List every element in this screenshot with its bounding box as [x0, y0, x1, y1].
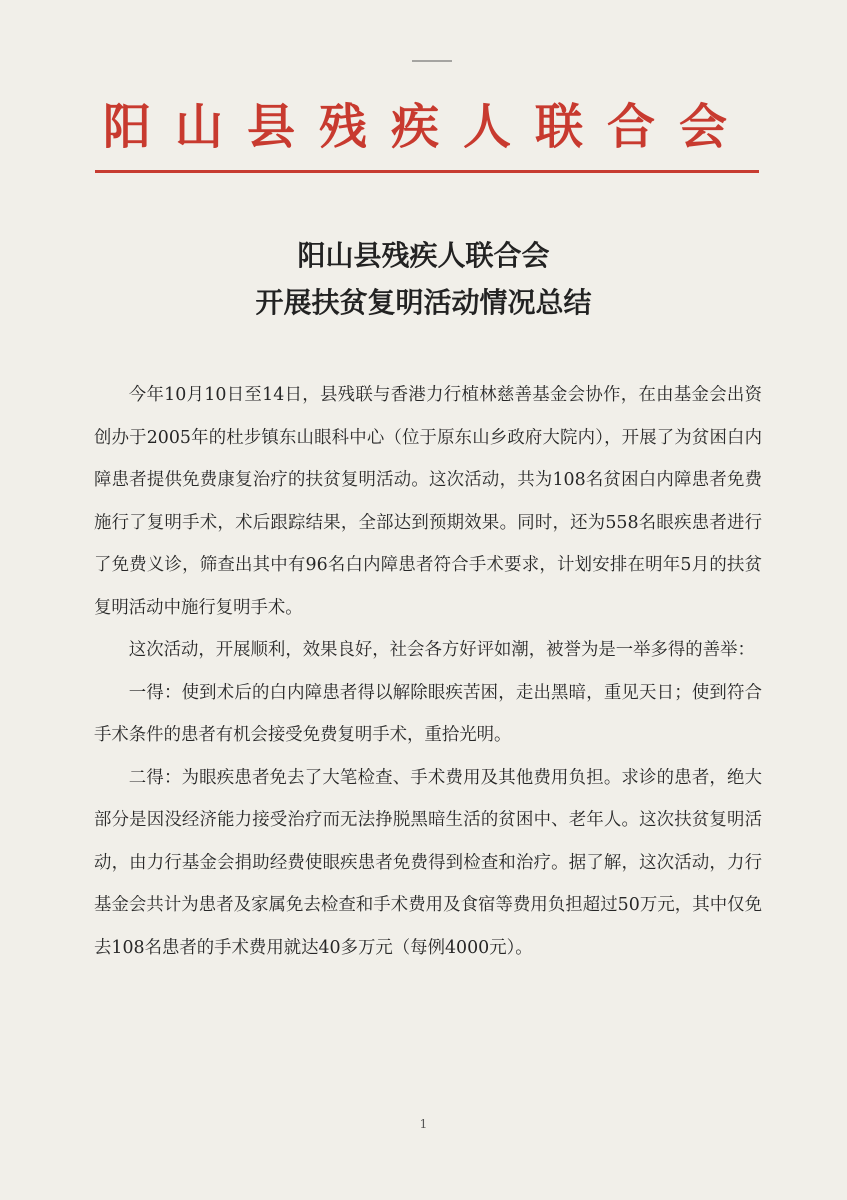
- letterhead-title: 阳山县残疾人联合会: [102, 99, 751, 155]
- body-paragraph: 一得：使到术后的白内障患者得以解除眼疾苦困，走出黑暗，重见天日；使到符合手术条件的患者有机会接受免费复明手术，重拾光明。: [94, 682, 762, 745]
- document-title-line-1: 阳山县残疾人联合会: [297, 239, 550, 272]
- page-number: 1: [419, 1117, 428, 1131]
- document-body: [94, 374, 762, 969]
- scan-mark: [412, 60, 452, 62]
- letterhead-divider: [95, 170, 759, 173]
- document-title-line-2: 开展扶贫复明活动情况总结: [255, 286, 592, 319]
- body-paragraph: 二得：为眼疾患者免去了大笔检查、手术费用及其他费用负担。求诊的患者，绝大部分是因没经济能力接受治疗而无法挣脱黑暗生活的贫困中、老年人。这次扶贫复明活动，由力行基金会捐助经费使眼疾患者免费得到检查和治疗。据了解，这次活动，力行基金会共计为患者及家属免去检查和手术费用及食宿等费用负担超过50万元，其中仅免去108名患者的手术费用就达40多万元（每例4000元）。: [94, 767, 762, 958]
- body-paragraph: 今年10月10日至14日，县残联与香港力行植林慈善基金会协作，在由基金会出资创办于2005年的杜步镇东山眼科中心（位于原东山乡政府大院内），开展了为贫困白内障患者提供免费康复治疗的扶贫复明活动。这次活动，共为108名贫困白内障患者免费施行了复明手术，术后跟踪结果，全部达到预期效果。同时，还为558名眼疾患者进行了免费义诊，筛查出其中有96名白内障患者符合手术要求，计划安排在明年5月的扶贫复明活动中施行复明手术。: [94, 385, 762, 618]
- body-paragraph: 这次活动，开展顺利，效果良好，社会各方好评如潮，被誉为是一举多得的善举：: [128, 640, 755, 660]
